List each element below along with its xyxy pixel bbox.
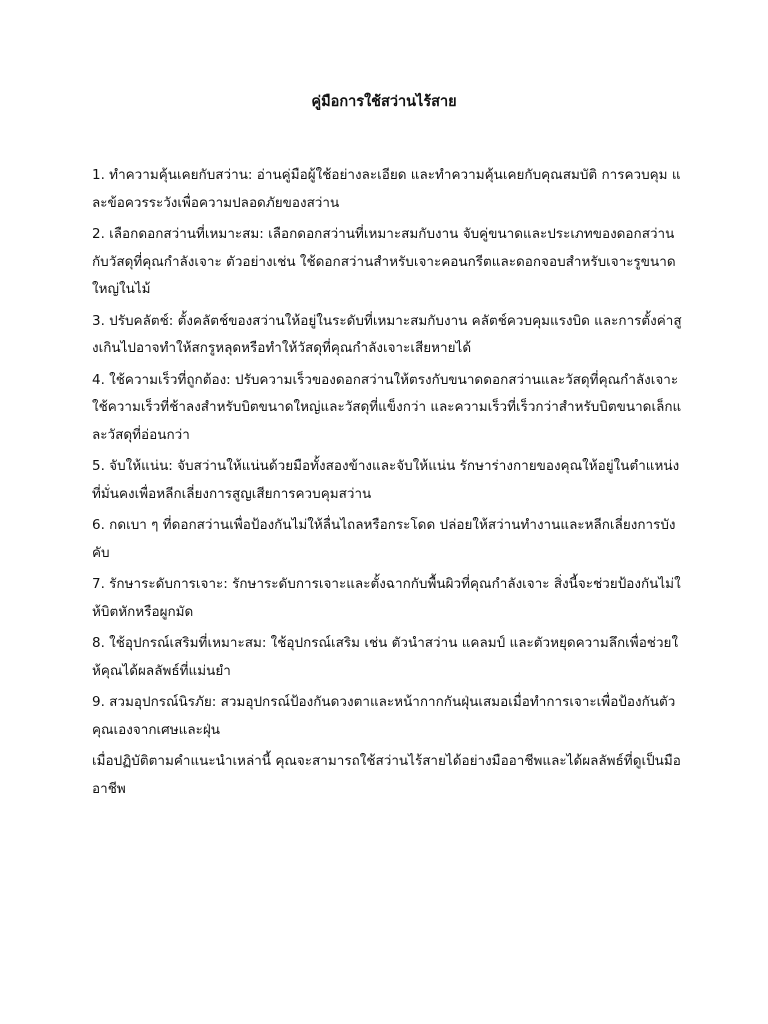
instruction-item-7: 7. รักษาระดับการเจาะ: รักษาระดับการเจาะและตั้งฉากกับพื้นผิวที่คุณกำลังเจาะ สิ่งนี้จะช่วยป้องกันไม่ให้บิตหักหรือผูกมัด bbox=[92, 576, 681, 620]
instruction-item-1: 1. ทำความคุ้นเคยกับสว่าน: อ่านคู่มือผู้ใช้อย่างละเอียด และทำความคุ้นเคยกับคุณสมบัติ การควบคุม และข้อควรระวังเพื่อความปลอดภัยของสว่าน bbox=[92, 167, 681, 211]
instruction-item-8: 8. ใช้อุปกรณ์เสริมที่เหมาะสม: ใช้อุปกรณ์เสริม เช่น ตัวนำสว่าน แคลมป์ และตัวหยุดความลึกเพื่อช่วยให้คุณได้ผลลัพธ์ที่แม่นยำ bbox=[92, 635, 679, 679]
conclusion-paragraph: เมื่อปฏิบัติตามคำแนะนำเหล่านี้ คุณจะสามารถใช้สว่านไร้สายได้อย่างมืออาชีพและได้ผลลัพธ์ที่ดูเป็นมืออาชีพ bbox=[92, 753, 681, 797]
instruction-item-6: 6. กดเบา ๆ ที่ดอกสว่านเพื่อป้องกันไม่ให้ลื่นไถลหรือกระโดด ปล่อยให้สว่านทำงานและหลีกเลี่ยงการบังคับ bbox=[92, 517, 676, 561]
document-body bbox=[92, 162, 682, 807]
instruction-item-4: 4. ใช้ความเร็วที่ถูกต้อง: ปรับความเร็วของดอกสว่านให้ตรงกับขนาดดอกสว่านและวัสดุที่คุณกำลังเจาะ ใช้ความเร็วที่ช้าลงสำหรับบิตขนาดใหญ่และวัสดุที่แข็งกว่า และความเร็วที่เร็วกว่าสำหรับบิตขนาดเล็กและวัสดุที่อ่อนกว่า bbox=[92, 371, 682, 443]
instruction-item-5: 5. จับให้แน่น: จับสว่านให้แน่นด้วยมือทั้งสองข้างและจับให้แน่น รักษาร่างกายของคุณให้อยู่ในตำแหน่งที่มั่นคงเพื่อหลีกเลี่ยงการสูญเสียการควบคุมสว่าน bbox=[92, 458, 680, 502]
instruction-item-9: 9. สวมอุปกรณ์นิรภัย: สวมอุปกรณ์ป้องกันดวงตาและหน้ากากกันฝุ่นเสมอเมื่อทำการเจาะเพื่อป้องกันตัวคุณเองจากเศษและฝุ่น bbox=[92, 694, 676, 738]
instruction-item-2: 2. เลือกดอกสว่านที่เหมาะสม: เลือกดอกสว่านที่เหมาะสมกับงาน จับคู่ขนาดและประเภทของดอกสว่านกับวัสดุที่คุณกำลังเจาะ ตัวอย่างเช่น ใช้ดอกสว่านสำหรับเจาะคอนกรีตและดอกจอบสำหรับเจาะรูขนาดใหญ่ในไม้ bbox=[92, 226, 676, 297]
document-title: คู่มือการใช้สว่านไร้สาย bbox=[311, 94, 457, 110]
instruction-item-3: 3. ปรับคลัตช์: ตั้งคลัตช์ของสว่านให้อยู่ในระดับที่เหมาะสมกับงาน คลัตช์ควบคุมแรงบิด และการตั้งค่าสูงเกินไปอาจทำให้สกรูหลุดหรือทำให้วัสดุที่คุณกำลังเจาะเสียหายได้ bbox=[92, 312, 682, 356]
